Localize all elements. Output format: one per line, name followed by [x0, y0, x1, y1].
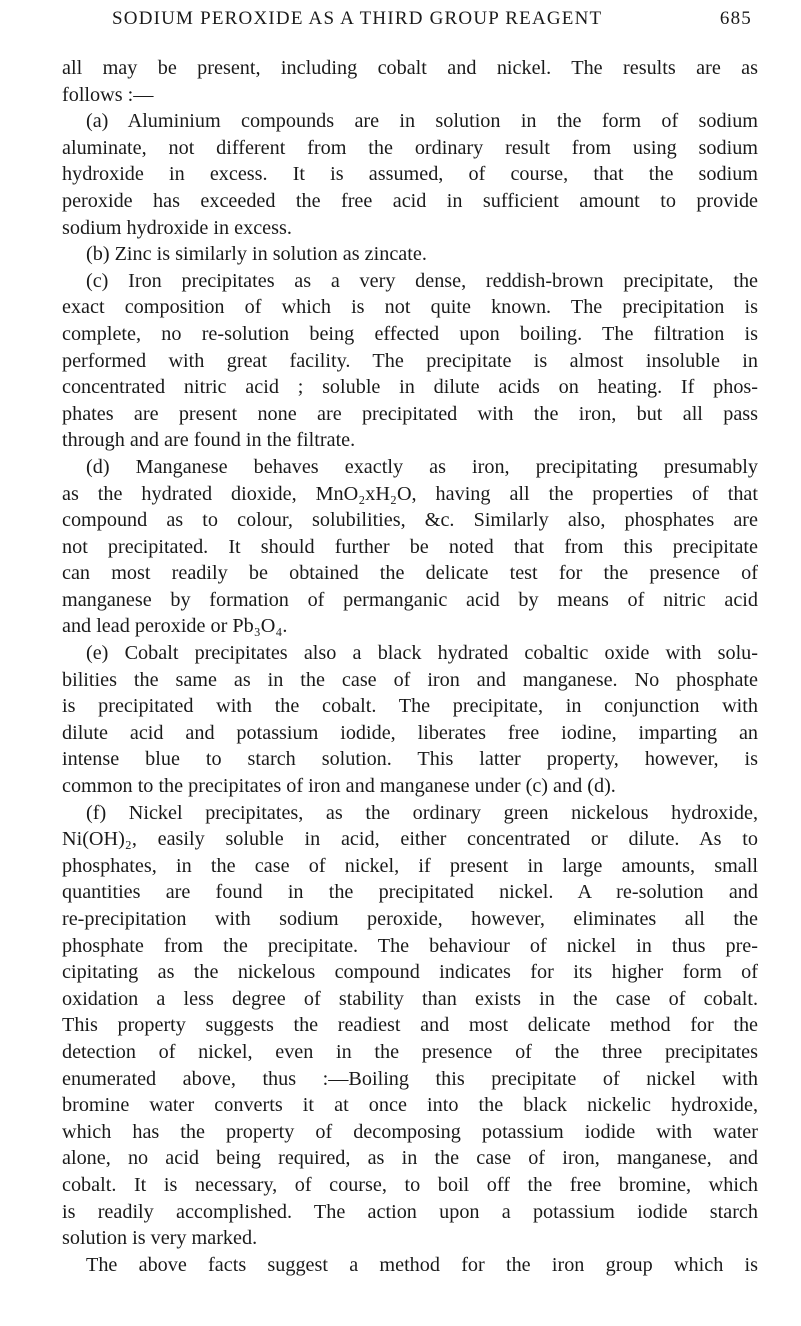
- text-line: which has the property of decomposing potassium iodide with water: [62, 1120, 758, 1143]
- text-line: manganese by formation of permanganic acid by means of nitric acid: [62, 588, 758, 611]
- text-line: sodium hydroxide in excess.: [62, 216, 292, 239]
- text-line: and lead peroxide or Pb₃O₄.: [62, 615, 288, 638]
- text-line: solution is very marked.: [62, 1227, 258, 1250]
- running-header: [112, 8, 752, 38]
- text-line: phosphates, in the case of nickel, if present in large amounts, small: [62, 854, 758, 877]
- text-line: oxidation a less degree of stability than exists in the case of cobalt.: [62, 987, 758, 1010]
- text-line: bilities the same as in the case of iron and manganese. No phosphate: [62, 668, 758, 691]
- text-line: exact composition of which is not quite known. The precipitation is: [62, 296, 758, 319]
- text-line: complete, no re-solution being effected upon boiling. The filtration is: [62, 322, 758, 345]
- text-line: all may be present, including cobalt and nickel. The results are as: [62, 57, 758, 79]
- text-line: (d) Manganese behaves exactly as iron, precipitating presumably: [86, 455, 758, 478]
- text-line: re-precipitation with sodium peroxide, however, eliminates all the: [62, 908, 758, 930]
- text-line: peroxide has exceeded the free acid in sufficient amount to provide: [62, 189, 758, 212]
- text-line: is precipitated with the cobalt. The precipitate, in conjunction with: [62, 695, 758, 718]
- text-line: (c) Iron precipitates as a very dense, reddish-brown precipitate, the: [86, 269, 758, 292]
- text-line: bromine water converts it at once into the black nickelic hydroxide,: [62, 1094, 758, 1117]
- text-line: detection of nickel, even in the presence of the three precipitates: [62, 1040, 758, 1063]
- header-title: SODIUM PEROXIDE AS A THIRD GROUP REAGENT: [112, 8, 603, 29]
- text-line: phates are present none are precipitated with the iron, but all pass: [62, 402, 758, 425]
- text-line: quantities are found in the precipitated nickel. A re-solution and: [62, 881, 758, 904]
- text-line: cipitating as the nickelous compound indicates for its higher form of: [62, 961, 758, 984]
- text-line: cobalt. It is necessary, of course, to boil off the free bromine, which: [62, 1173, 758, 1196]
- text-line: hydroxide in excess. It is assumed, of course, that the sodium: [62, 163, 758, 186]
- text-line: (f) Nickel precipitates, as the ordinary green nickelous hydroxide,: [86, 801, 758, 824]
- text-line: intense blue to starch solution. This latter property, however, is: [62, 748, 758, 771]
- text-line: follows :—: [62, 83, 154, 106]
- text-line: This property suggests the readiest and most delicate method for the: [62, 1014, 758, 1037]
- text-line: (b) Zinc is similarly in solution as zincate.: [86, 243, 427, 266]
- text-line: dilute acid and potassium iodide, liberates free iodine, imparting an: [62, 721, 758, 744]
- text-line: alone, no acid being required, as in the case of iron, manganese, and: [62, 1147, 758, 1170]
- body-text: [62, 55, 758, 1278]
- page-number: 685: [719, 8, 752, 29]
- text-line: aluminate, not different from the ordinary result from using sodium: [62, 136, 758, 159]
- text-line: performed with great facility. The precipitate is almost insoluble in: [62, 349, 758, 372]
- text-line: is readily accomplished. The action upon a potassium iodide starch: [62, 1200, 758, 1223]
- text-line: common to the precipitates of iron and manganese under (c) and (d).: [62, 775, 616, 798]
- text-line: (e) Cobalt precipitates also a black hydrated cobaltic oxide with solu-: [86, 642, 758, 665]
- text-line: through and are found in the filtrate.: [62, 429, 356, 452]
- text-line: can most readily be obtained the delicate test for the presence of: [62, 562, 758, 585]
- text-line: concentrated nitric acid ; soluble in dilute acids on heating. If phos-: [62, 376, 758, 399]
- text-line: (a) Aluminium compounds are in solution in the form of sodium: [86, 110, 758, 133]
- text-line: as the hydrated dioxide, MnO₂xH₂O, having all the properties of that: [62, 482, 758, 505]
- text-line: compound as to colour, solubilities, &c. Similarly also, phosphates are: [62, 509, 758, 532]
- text-line: enumerated above, thus :—Boiling this precipitate of nickel with: [62, 1067, 758, 1090]
- text-line: Ni(OH)₂, easily soluble in acid, either concentrated or dilute. As to: [62, 828, 758, 851]
- text-line: The above facts suggest a method for the iron group which is: [86, 1253, 758, 1276]
- text-line: phosphate from the precipitate. The behaviour of nickel in thus pre-: [62, 934, 758, 957]
- text-line: not precipitated. It should further be noted that from this precipitate: [62, 535, 758, 558]
